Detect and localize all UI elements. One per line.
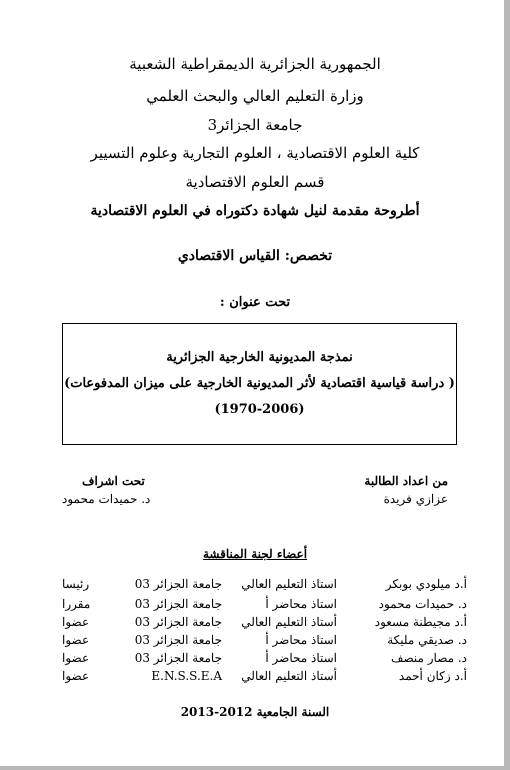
table-row <box>62 633 467 651</box>
member-name: د. حميدات محمود <box>378 597 467 611</box>
table-row <box>62 597 467 615</box>
member-rank: استاذ محاضر أ <box>265 597 337 611</box>
committee-title: أعضاء لجنة المناقشة <box>202 547 308 561</box>
university-name: جامعة الجزائر3 <box>207 116 303 134</box>
thesis-title-line1: نمذجة المديونية الخارجية الجزائرية <box>166 350 353 365</box>
supervision-label: تحت اشراف <box>82 474 145 488</box>
member-name: أ.د زكان أحمد <box>398 669 467 683</box>
member-rank: استاذ محاضر أ <box>265 633 337 647</box>
table-row <box>62 615 467 633</box>
thesis-title-box <box>62 323 457 445</box>
member-name: د. صديقي مليكة <box>387 633 467 647</box>
student-name: عزازي فريدة <box>383 492 448 506</box>
supervisor-name: د. حميدات محمود <box>62 492 151 506</box>
member-role: عضوا <box>62 651 90 665</box>
table-row <box>62 669 467 687</box>
member-rank: استاذ محاضر أ <box>265 651 337 665</box>
member-role: عضوا <box>62 615 90 629</box>
member-rank: استاذ التعليم العالي <box>241 577 337 591</box>
specialty: تخصص: القياس الاقتصادي <box>177 248 333 264</box>
republic-name: الجمهورية الجزائرية الديمقراطية الشعبية <box>129 55 381 73</box>
member-institution: جامعة الجزائر 03 <box>134 651 222 665</box>
thesis-type: أطروحة مقدمة لنيل شهادة دكتوراه في العلوم الاقتصادية <box>90 203 420 219</box>
member-name: أ.د مجيطنة مسعود <box>374 615 467 629</box>
member-institution: جامعة الجزائر 03 <box>134 633 222 647</box>
table-row <box>62 651 467 669</box>
thesis-title-period: (1970-2006) <box>214 402 305 417</box>
faculty-name: كلية العلوم الاقتصادية ، العلوم التجارية وعلوم التسيير <box>90 144 420 162</box>
department-name: قسم العلوم الاقتصادية <box>185 173 325 191</box>
member-role: مقررا <box>62 597 91 611</box>
prepared-by-label: من اعداد الطالبة <box>364 474 448 488</box>
page-edge-bottom <box>0 766 510 770</box>
title-label: تحت عنوان : <box>219 295 291 310</box>
member-institution: جامعة الجزائر 03 <box>134 615 222 629</box>
member-rank: أستاذ التعليم العالي <box>241 669 337 683</box>
member-role: عضوا <box>62 669 90 683</box>
member-institution: E.N.S.S.E.A <box>151 669 222 683</box>
member-institution: جامعة الجزائر 03 <box>134 577 222 591</box>
academic-year: السنة الجامعية 2012-2013 <box>180 705 330 719</box>
member-rank: أستاذ التعليم العالي <box>241 615 337 629</box>
member-name: د. مصار منصف <box>391 651 467 665</box>
member-institution: جامعة الجزائر 03 <box>134 597 222 611</box>
table-row <box>62 577 467 595</box>
ministry-name: وزارة التعليم العالي والبحث العلمي <box>146 87 364 105</box>
member-role: رئيسا <box>62 577 90 591</box>
member-name: أ.د ميلودي بوبكر <box>385 577 467 591</box>
thesis-title-line2: ( دراسة قياسية اقتصادية لأثر المديونية الخارجية على ميزان المدفوعات) <box>64 376 455 391</box>
member-role: عضوا <box>62 633 90 647</box>
